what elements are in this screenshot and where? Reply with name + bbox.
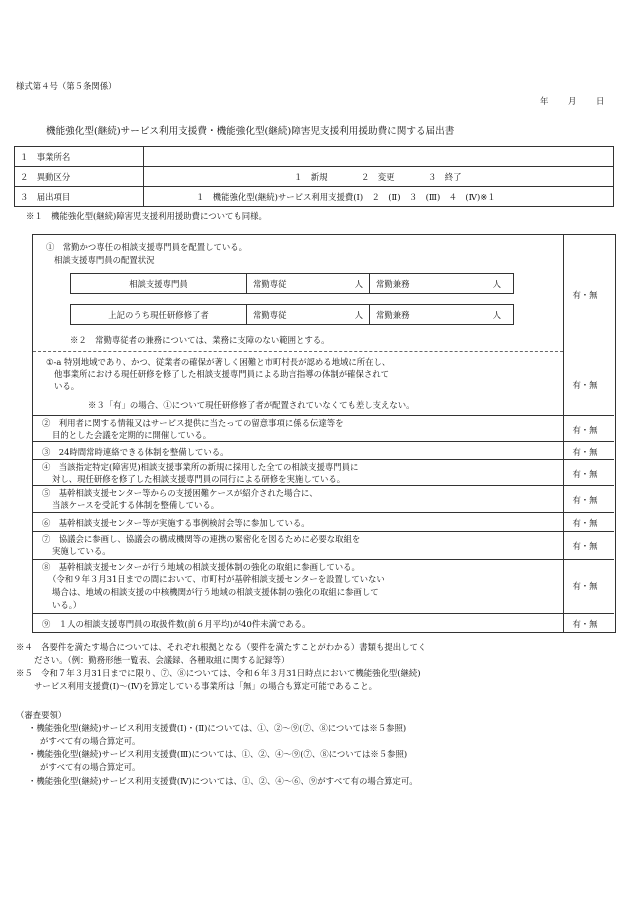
item-8-text: いる。）	[52, 600, 82, 610]
row-divider	[33, 441, 614, 442]
item-4-answer[interactable]: 有・無	[572, 469, 598, 479]
unit-label: 人	[492, 309, 501, 320]
dashed-divider	[33, 351, 563, 352]
review-heading: （審査要領）	[16, 710, 67, 720]
row-divider	[33, 531, 614, 532]
note-4: ※４ 各要件を満たす場合については、それぞれ根拠となる（要件を満たすことがわかる）書類も提出してく	[16, 642, 427, 652]
date-day-label: 日	[596, 96, 605, 106]
table-row	[15, 147, 614, 167]
unit-label: 人	[354, 278, 363, 289]
page-title: 機能強化型(継続)サービス利用支援費・機能強化型(継続)障害児支援利用援助費に関する届出書	[46, 126, 455, 137]
change-type-options[interactable]: １ 新規 ２ 変更 ３ 終了	[144, 167, 614, 187]
table-row	[15, 167, 614, 187]
item-8-answer[interactable]: 有・無	[572, 581, 598, 591]
review-item-2-cont: がすべて有の場合算定可。	[40, 762, 141, 772]
item-5-text: 当該ケースを受託する体制を整備している。	[52, 500, 220, 510]
item-2-text: 目的とした会議を定期的に開催している。	[52, 430, 212, 440]
row-divider	[33, 512, 614, 513]
item-8-text: ⑧ 基幹相談支援センターが行う地域の相談支援体制の強化の取組に参画している。	[42, 562, 360, 572]
row-label: ３ 届出項目	[15, 187, 144, 207]
item-4-text: 対し、現任研修を修了した相談支援専門員の同行による研修を実施している。	[52, 474, 346, 484]
review-item-1-cont: がすべて有の場合算定可。	[40, 736, 141, 746]
item-1a-text: 他事業所における現任研修を修了した相談支援専門員による助言指導の体制が確保されて	[54, 369, 389, 379]
row-label: １ 事業所名	[15, 147, 144, 167]
table-row	[71, 305, 514, 325]
staff-count-table	[70, 273, 514, 294]
note-5-cont: サービス利用支援費(Ⅰ)～(Ⅳ)を算定している事業所は「無」の場合も算定可能であること。	[34, 681, 377, 691]
notification-item-options[interactable]: １ 機能強化型(継続)サービス利用支援費(Ⅰ) ２ (Ⅱ) ３ (Ⅲ) ４ (Ⅳ)※１	[144, 187, 614, 207]
unit-label: 人	[492, 278, 501, 289]
item-1-subheading: 相談支援専門員の配置状況	[54, 255, 155, 265]
item-1-text: ① 常勤かつ専任の相談支援専門員を配置している。	[46, 242, 247, 252]
concurrent-count-field[interactable]	[370, 274, 514, 294]
form-number: 様式第４号（第５条関係）	[16, 81, 117, 91]
item-9-answer[interactable]: 有・無	[572, 619, 598, 629]
review-item-1: ・機能強化型(継続)サービス利用支援費(Ⅰ)・(Ⅱ)については、①、②～⑨(⑦、⑧については※５参照)	[28, 723, 407, 733]
item-5-answer[interactable]: 有・無	[572, 495, 598, 505]
item-7-answer[interactable]: 有・無	[572, 541, 598, 551]
answer-column-divider	[563, 234, 564, 632]
full-time-count-field[interactable]	[247, 274, 370, 294]
item-3-text: ③ 24時間常時連絡できる体制を整備している。	[42, 447, 229, 457]
date-year-label: 年	[540, 96, 549, 106]
item-6-answer[interactable]: 有・無	[572, 518, 598, 528]
full-time-label: 常勤専従	[253, 278, 287, 289]
note-1: ※１ 機能強化型(継続)障害児支援利用援助費についても同様。	[26, 211, 267, 221]
item-8-text: 場合は、地域の相談支援の中核機関が行う地域の相談支援体制の強化の取組に参画して	[52, 587, 379, 597]
item-4-text: ④ 当該指定特定(障害児)相談支援事業所の新規に採用した全ての相談支援専門員に	[42, 462, 359, 472]
row-divider	[33, 613, 614, 614]
item-6-text: ⑥ 基幹相談支援センター等が実施する事例検討会等に参加している。	[42, 518, 310, 528]
full-time-label: 常勤専従	[253, 309, 287, 320]
date-month-label: 月	[568, 96, 577, 106]
item-2-text: ② 利用者に関する情報又はサービス提供に当たっての留意事項に係る伝達等を	[42, 418, 344, 428]
item-7-text: ⑦ 協議会に参画し、協議会の構成機関等の連携の緊密化を図るために必要な取組を	[42, 534, 361, 544]
table-row	[15, 187, 614, 207]
item-9-text: ⑨ １人の相談支援専門員の取扱件数(前６月平均)が40件未満である。	[42, 619, 311, 629]
note-4-cont: ださい。（例：勤務形態一覧表、会議録、各種取組に関する記録等）	[34, 655, 290, 665]
row-divider	[33, 559, 614, 560]
item-1a-answer[interactable]: 有・無	[572, 380, 598, 390]
item-3-answer[interactable]: 有・無	[572, 447, 598, 457]
row-divider	[33, 415, 614, 416]
item-2-answer[interactable]: 有・無	[572, 425, 598, 435]
staff-row-label: 上記のうち現任研修修了者	[71, 305, 247, 325]
row-divider	[33, 485, 614, 486]
review-item-3: ・機能強化型(継続)サービス利用支援費(Ⅳ)については、①、②、④～⑥、⑨がすべて有の場合算定可。	[28, 776, 418, 786]
top-info-table	[14, 146, 614, 207]
item-7-text: 実施している。	[52, 546, 111, 556]
trained-staff-count-table	[70, 304, 514, 325]
item-8-text: （令和９年３月31日までの間において、市町村が基幹相談支援センターを設置していない	[48, 574, 385, 584]
note-2: ※２ 常勤専従者の兼務については、業務に支障のない範囲とする。	[70, 335, 330, 345]
note-5: ※５ 令和７年３月31日までに限り、⑦、⑧については、令和６年３月31日時点において機能強化型(継続)	[16, 668, 421, 678]
table-row	[71, 274, 514, 294]
row-label: ２ 異動区分	[15, 167, 144, 187]
unit-label: 人	[354, 309, 363, 320]
concurrent-label: 常勤兼務	[376, 309, 410, 320]
office-name-field[interactable]	[144, 147, 614, 167]
concurrent-count-field[interactable]	[370, 305, 514, 325]
full-time-count-field[interactable]	[247, 305, 370, 325]
review-item-2: ・機能強化型(継続)サービス利用支援費(Ⅲ)については、①、②、④～⑨(⑦、⑧については※５参照)	[28, 749, 408, 759]
note-3: ※３「有」の場合、①について現任研修修了者が配置されていなくても差し支えない。	[88, 400, 415, 410]
concurrent-label: 常勤兼務	[376, 278, 410, 289]
staff-row-label: 相談支援専門員	[71, 274, 247, 294]
row-divider	[33, 459, 614, 460]
item-1a-text: いる。	[54, 381, 80, 391]
item-1-answer[interactable]: 有・無	[572, 290, 598, 300]
item-5-text: ⑤ 基幹相談支援センター等からの支援困難ケースが紹介された場合に、	[42, 488, 318, 498]
item-1a-text: ①-a 特別地域であり、かつ、従業者の確保が著しく困難と市町村長が認める地域に所在し、	[46, 357, 391, 367]
